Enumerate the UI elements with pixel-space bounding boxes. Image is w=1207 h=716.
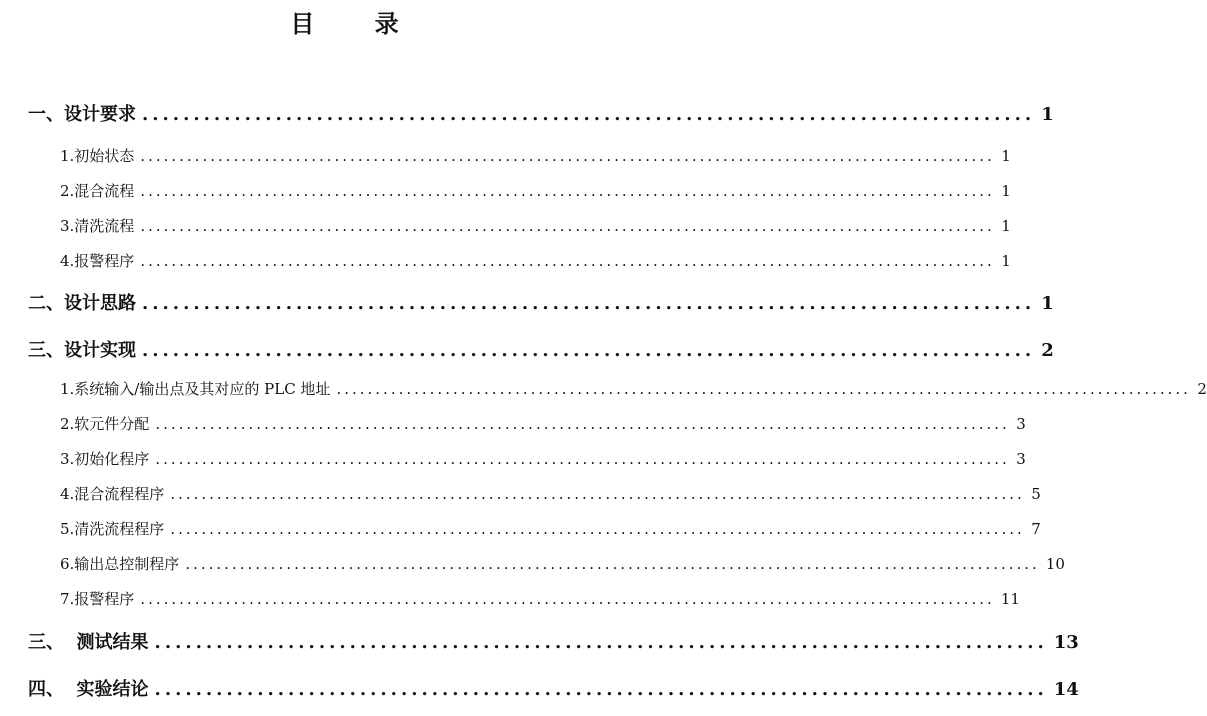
toc-page-number: 5 bbox=[1031, 485, 1041, 503]
toc-entry-conclusion[interactable] bbox=[28, 675, 1079, 701]
toc-leader-dots: .............................................................................................................. bbox=[155, 450, 1010, 468]
toc-leader-dots: .............................................................................................................. bbox=[185, 555, 1040, 573]
toc-entry-design-implementation[interactable] bbox=[28, 336, 1054, 362]
toc-page-number: 3 bbox=[1016, 415, 1026, 433]
toc-leader-dots: .............................................................................................................. bbox=[336, 380, 1191, 398]
toc-leader-dots: .............................................................................................................. bbox=[140, 147, 995, 165]
toc-leader-dots: ....................................................................................... bbox=[142, 293, 1036, 314]
toc-page-number: 3 bbox=[1016, 450, 1026, 468]
toc-leader-dots: .............................................................................................................. bbox=[140, 182, 995, 200]
toc-entry-text: 一、设计要求 bbox=[28, 104, 136, 125]
toc-entry-io-plc-address[interactable] bbox=[60, 378, 1207, 399]
toc-leader-dots: .............................................................................................................. bbox=[140, 590, 995, 608]
toc-entry-text: 4.混合流程程序 bbox=[60, 485, 165, 503]
toc-leader-dots: .............................................................................................................. bbox=[140, 252, 995, 270]
toc-page-number: 1 bbox=[1041, 293, 1054, 314]
toc-page-number: 1 bbox=[1001, 182, 1011, 200]
toc-entry-test-results[interactable] bbox=[28, 628, 1079, 654]
toc-entry-text: 1.系统输入/输出点及其对应的 PLC 地址 bbox=[60, 380, 331, 398]
toc-entry-text: 四、 实验结论 bbox=[28, 679, 149, 700]
toc-leader-dots: ....................................................................................... bbox=[142, 340, 1036, 361]
toc-entry-alarm-program[interactable] bbox=[60, 250, 1011, 271]
toc-entry-output-control-program[interactable] bbox=[60, 553, 1065, 574]
toc-entry-text: 2.软元件分配 bbox=[60, 415, 150, 433]
toc-entry-text: 三、 测试结果 bbox=[28, 632, 149, 653]
toc-leader-dots: .............................................................................................................. bbox=[170, 485, 1025, 503]
toc-entry-text: 1.初始状态 bbox=[60, 147, 135, 165]
toc-entry-text: 6.输出总控制程序 bbox=[60, 555, 180, 573]
toc-leader-dots: ....................................................................................... bbox=[154, 632, 1048, 653]
toc-entry-text: 5.清洗流程程序 bbox=[60, 520, 165, 538]
toc-page-number: 2 bbox=[1041, 340, 1054, 361]
toc-page-number: 1 bbox=[1001, 217, 1011, 235]
toc-leader-dots: .............................................................................................................. bbox=[140, 217, 995, 235]
toc-entry-design-idea[interactable] bbox=[28, 289, 1054, 315]
toc-entry-initial-state[interactable] bbox=[60, 145, 1011, 166]
toc-entry-init-program[interactable] bbox=[60, 448, 1026, 469]
toc-page-number: 1 bbox=[1001, 252, 1011, 270]
toc-leader-dots: .............................................................................................................. bbox=[155, 415, 1010, 433]
toc-entry-text: 2.混合流程 bbox=[60, 182, 135, 200]
toc-entry-cleaning-process[interactable] bbox=[60, 215, 1011, 236]
toc-title: 目 录 bbox=[290, 9, 425, 38]
toc-page-number: 2 bbox=[1197, 380, 1207, 398]
toc-entry-cleaning-program[interactable] bbox=[60, 518, 1041, 539]
toc-page-number: 13 bbox=[1053, 632, 1079, 653]
toc-entry-mixing-program[interactable] bbox=[60, 483, 1041, 504]
toc-entry-soft-element-allocation[interactable] bbox=[60, 413, 1026, 434]
toc-page-number: 7 bbox=[1031, 520, 1041, 538]
toc-entry-alarm-program-2[interactable] bbox=[60, 588, 1020, 609]
toc-page-number: 11 bbox=[1000, 590, 1020, 608]
toc-entry-text: 三、设计实现 bbox=[28, 340, 136, 361]
toc-leader-dots: ....................................................................................... bbox=[142, 104, 1036, 125]
toc-leader-dots: ....................................................................................... bbox=[154, 679, 1048, 700]
toc-page-number: 1 bbox=[1001, 147, 1011, 165]
toc-entry-text: 二、设计思路 bbox=[28, 293, 136, 314]
toc-entry-text: 3.清洗流程 bbox=[60, 217, 135, 235]
toc-page-number: 1 bbox=[1041, 104, 1054, 125]
toc-entry-text: 7.报警程序 bbox=[60, 590, 135, 608]
toc-entry-text: 4.报警程序 bbox=[60, 252, 135, 270]
toc-leader-dots: .............................................................................................................. bbox=[170, 520, 1025, 538]
toc-page-number: 10 bbox=[1045, 555, 1065, 573]
toc-page-number: 14 bbox=[1053, 679, 1079, 700]
toc-entry-mixing-process[interactable] bbox=[60, 180, 1011, 201]
toc-entry-design-requirements[interactable] bbox=[28, 100, 1054, 126]
toc-entry-text: 3.初始化程序 bbox=[60, 450, 150, 468]
